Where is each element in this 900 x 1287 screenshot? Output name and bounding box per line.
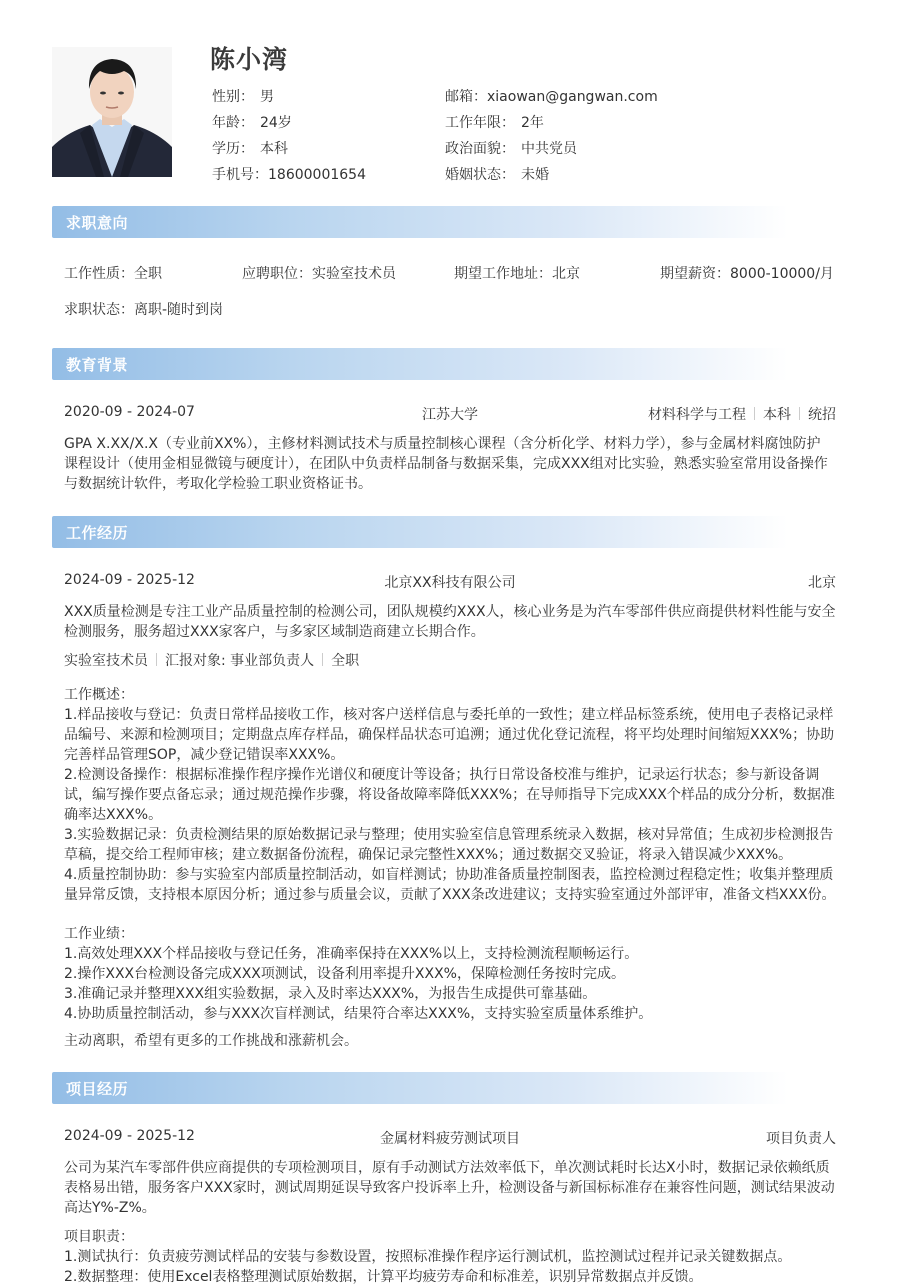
info-value: 2年 [521,115,544,131]
info-label: 邮箱： [445,89,487,105]
info-label: 工作年限： [445,115,515,131]
divider [799,407,800,420]
profile-photo [52,47,172,177]
info-email [445,84,658,110]
education-major: 材料科学与工程 [648,407,746,423]
text-line: 1.测试执行：负责疲劳测试样品的安装与参数设置，按照标准操作程序运行测试机，监控测试过程并记录关键数据点。 [64,1249,792,1265]
info-education [212,136,366,162]
info-value: 18600001654 [268,167,366,183]
education-details [648,404,836,424]
info-label: 学历： [212,141,254,157]
work-role: 实验室技术员 [64,653,148,669]
info-age [212,110,366,136]
field-label: 期望工作地址： [454,266,552,282]
divider [322,653,323,666]
field-value: 离职-随时到岗 [134,302,224,318]
info-label: 手机号： [212,167,268,183]
text-line: 草稿，提交给工程师审核；建立数据备份流程，确保记录完整性XXX%；通过数据交叉验证，将录入错误减少XXX%。 [64,847,793,863]
section-header-job-intent [52,206,852,238]
divider [156,653,157,666]
work-overview [64,685,840,905]
info-gender [212,84,366,110]
text-line: 表格易出错，服务客户XXX家时，测试周期延误导致客户投诉率上升，检测设备与新国标标准存在兼容性问题，测试结果波动 [64,1180,835,1196]
field-value: 全职 [134,266,162,282]
work-achievements [64,924,840,1024]
text-line: 品编号、来源和检测项目；定期盘点库存样品，确保样品状态可追溯；通过优化登记流程，将平均处理时间缩短XXX%；协助 [64,727,835,743]
info-phone [212,162,366,188]
text-line: 2.数据整理：使用Excel表格整理测试原始数据，计算平均疲劳寿命和标准差，识别异常数据点并反馈。 [64,1269,703,1285]
field-value: 实验室技术员 [312,266,396,282]
text-line: 4.质量控制协助：参与实验室内部质量控制活动，如盲样测试；协助准备质量控制图表，监控检测过程稳定性；收集并整理质 [64,867,834,883]
work-role-line [64,650,359,670]
info-value: 24岁 [260,115,292,131]
work-report-to: 汇报对象: 事业部负责人 [165,653,315,669]
resume-header [52,40,852,183]
work-job-type: 全职 [331,653,360,669]
project-period: 2024-09 - 2025-12 [64,1128,195,1144]
field-label: 工作性质： [64,266,134,282]
text-line: XXX质量检测是专注工业产品质量控制的检测公司，团队规模约XXX人，核心业务是为汽车零部件供应商提供材料性能与安全 [64,604,836,620]
text-line: 公司为某汽车零部件供应商提供的专项检测项目，原有手动测试方法效率低下，单次测试耗时长达X小时，数据记录依赖纸质 [64,1160,830,1176]
achievements-title: 工作业绩： [64,926,134,942]
text-line: 试，编写操作要点备忘录；通过规范操作步骤，将设备故障率降低XXX%；在导师指导下完成XXX个样品的成分分析，数据准 [64,787,835,803]
intent-location [454,263,580,283]
section-title: 工作经历 [66,524,129,542]
leave-reason [64,1031,840,1051]
text-line: 检测服务，服务超过XXX家客户，与多家区域制造商建立长期合作。 [64,624,485,640]
section-header-work [52,516,852,548]
text-line: 高达Y%-Z%。 [64,1200,156,1216]
education-type: 统招 [808,407,836,423]
education-description [64,434,840,494]
work-city: 北京 [808,575,836,591]
info-marital-status [445,162,658,188]
field-label: 期望薪资： [660,266,730,282]
info-label: 政治面貌： [445,141,515,157]
text-line: 1.样品接收与登记：负责日常样品接收工作，核对客户送样信息与委托单的一致性；建立样品标签系统，使用电子表格记录样 [64,707,834,723]
info-value: 男 [260,89,274,105]
text-line: 2.操作XXX台检测设备完成XXX项测试，设备利用率提升XXX%，保障检测任务按时完成。 [64,966,625,982]
personal-info-left [212,84,366,188]
text-line: 量异常反馈，支持根本原因分析；通过参与质量会议，贡献了XXX条改进建议；支持实验室通过外部评审，准备文档XXX份。 [64,887,836,903]
info-value[interactable]: xiaowan@gangwan.com [487,89,658,105]
info-political-status [445,136,658,162]
info-work-years [445,110,658,136]
text-line: 课程设计（使用金相显微镜与硬度计），在团队中负责样品制备与数据采集，完成XXX组对比实验，熟悉实验室常用设备操作 [64,456,828,472]
text-line: 确率达XXX%。 [64,807,163,823]
section-header-education [52,348,852,380]
text-line: 4.协助质量控制活动，参与XXX次盲样测试，结果符合率达XXX%，支持实验室质量体系维护。 [64,1006,653,1022]
section-title: 项目经历 [66,1080,129,1098]
section-title: 教育背景 [66,356,129,374]
info-label: 年龄： [212,115,254,131]
overview-title: 工作概述： [64,687,134,703]
field-label: 求职状态： [64,302,134,318]
project-name: 金属材料疲劳测试项目 [380,1131,520,1147]
text-line: 3.实验数据记录：负责检测结果的原始数据记录与整理；使用实验室信息管理系统录入数据，核对异常值；生成初步检测报告 [64,827,834,843]
info-label: 婚姻状态： [445,167,515,183]
info-value: 未婚 [521,167,549,183]
project-description [64,1158,840,1218]
info-value: 中共党员 [521,141,577,157]
education-period: 2020-09 - 2024-07 [64,404,195,420]
personal-info-right [445,84,658,188]
project-entry-header [64,1128,836,1148]
education-entry-header [64,404,836,424]
text-line: GPA X.XX/X.X（专业前XX%），主修材料测试技术与质量控制核心课程（含分析化学、材料力学），参与金属材料腐蚀防护 [64,436,821,452]
divider [754,407,755,420]
text-line: 3.准确记录并整理XXX组实验数据，录入及时率达XXX%，为报告生成提供可靠基础。 [64,986,597,1002]
field-label: 应聘职位： [242,266,312,282]
project-duties [64,1227,840,1287]
info-label: 性别： [212,89,254,105]
intent-work-type [64,263,162,283]
work-entry-header [64,572,836,592]
duties-title: 项目职责： [64,1229,134,1245]
text-line: 2.检测设备操作：根据标准操作程序操作光谱仪和硬度计等设备；执行日常设备校准与维护，记录运行状态；参与新设备调 [64,767,820,783]
field-value: 北京 [552,266,580,282]
intent-position [242,263,396,283]
education-school: 江苏大学 [422,407,478,423]
work-company: 北京XX科技有限公司 [384,575,516,591]
work-period: 2024-09 - 2025-12 [64,572,195,588]
intent-salary [660,263,834,283]
education-degree: 本科 [763,407,791,423]
intent-status [64,299,223,319]
text-line: 1.高效处理XXX个样品接收与登记任务，准确率保持在XXX%以上，支持检测流程顺畅运行。 [64,946,639,962]
text-line: 完善样品管理SOP，减少登记错误率XXX%。 [64,747,345,763]
section-title: 求职意向 [66,214,129,232]
project-role: 项目负责人 [766,1131,836,1147]
text-line: 主动离职，希望有更多的工作挑战和涨薪机会。 [64,1033,358,1049]
field-value: 8000-10000/月 [730,266,834,282]
text-line: 与数据统计软件，考取化学检验工职业资格证书。 [64,476,372,492]
company-description [64,602,840,642]
info-value: 本科 [260,141,288,157]
section-header-project [52,1072,852,1104]
candidate-name: 陈小湾 [210,45,289,74]
